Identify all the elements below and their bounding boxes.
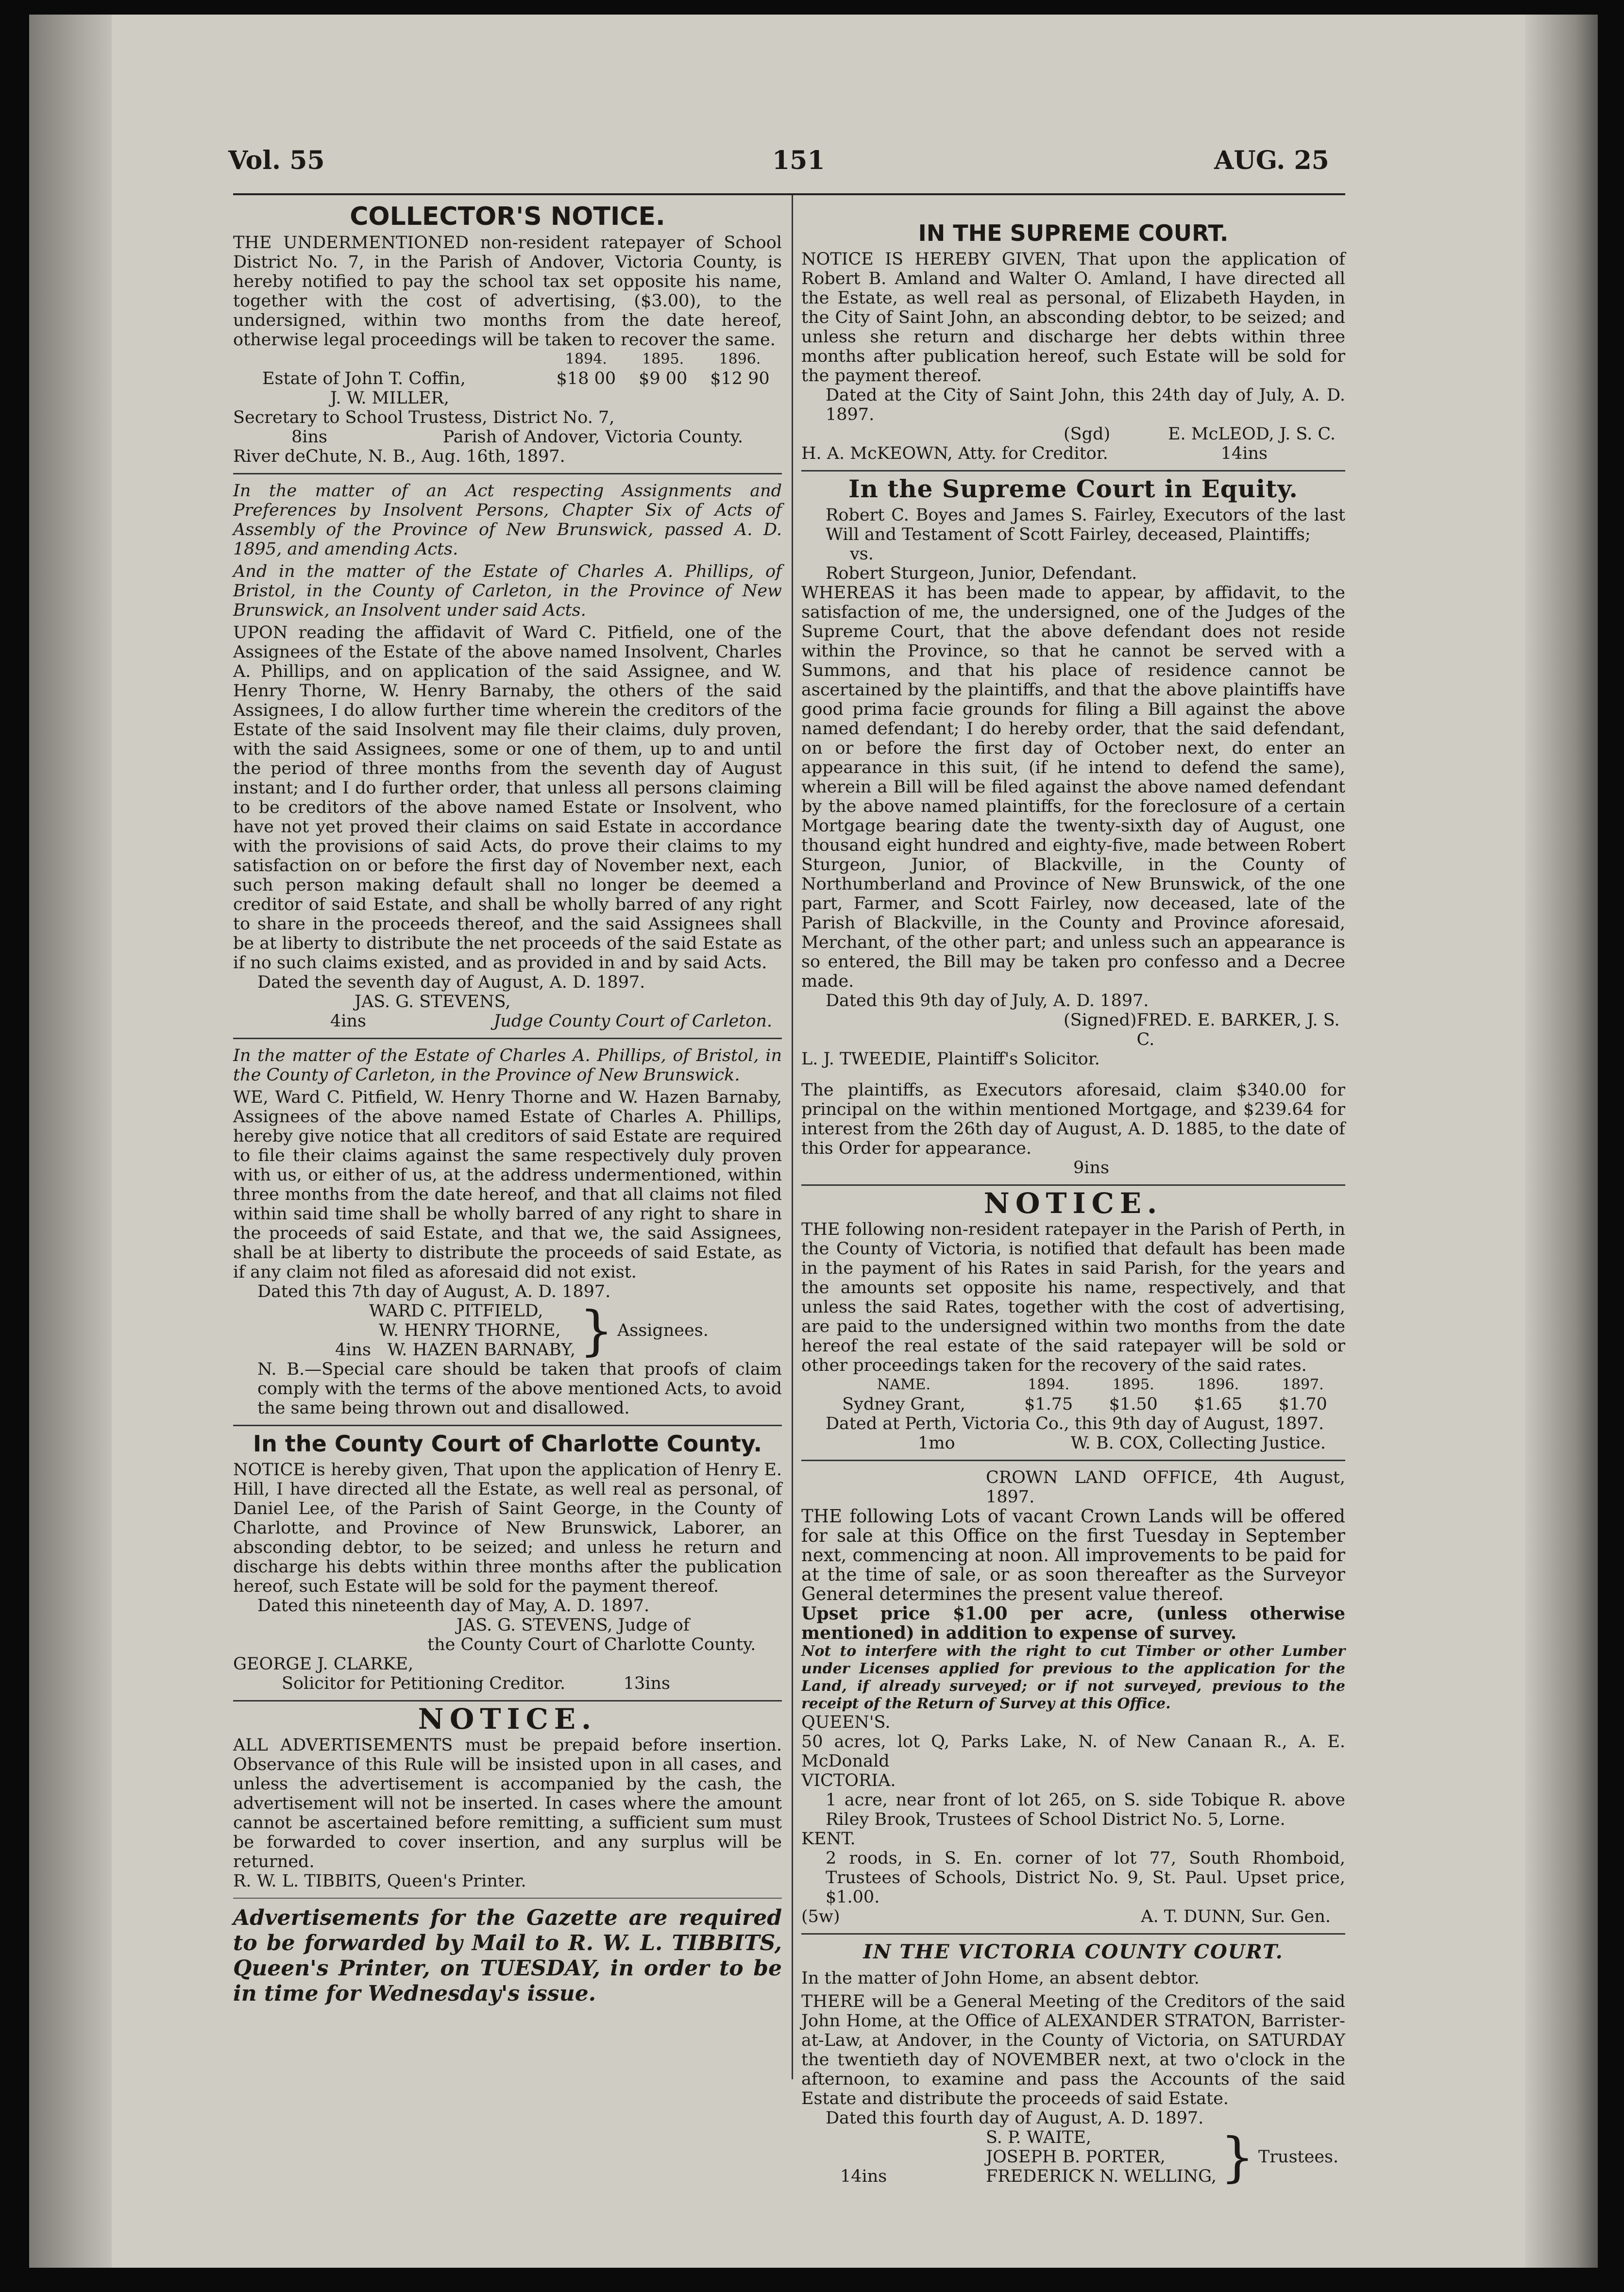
assign2-dated: Dated this 7th day of August, A. D. 1897.: [257, 1282, 611, 1301]
kent-heading: KENT.: [801, 1829, 856, 1849]
victoria-ins: 14ins: [840, 2167, 887, 2186]
notice-title: NOTICE.: [418, 1702, 597, 1736]
trustee-name: FREDERICK N. WELLING,: [986, 2167, 1217, 2186]
queens-lot: 50 acres, lot Q, Parks Lake, N. of New Canaan R., A. E. McDonald: [801, 1732, 1345, 1771]
assign1-body: UPON reading the affidavit of Ward C. Pitfield, one of the Assignees of the Estate of the above named Insolvent, Charles A. Phillips, and on application of the said Assignee, and W. Henry Thorne, W. Henry Barnaby, the others of the said Assignees, I do allow further time wherein the creditors of the Estate of the said Insolvent may file their claims, duly proven, with the said Assignees, some or one of them, up to and until the period of three months from the seventh day of August instant; and I do further order, that unless all persons claiming to be creditors of the above named Estate or Insolvent, who have not yet proved their claims on said Estate in accordance with the provisions of said Acts, do prove their claims to my satisfaction on or before the first day of November next, each such person making default shall no longer be deemed a creditor of said Estate, and shall be wholly barred of any right to share in the proceeds thereof, and the said Assignees shall be at liberty to distribute the net proceeds of the said Estate as if no such claims existed, and as provided in and by said Acts.: [233, 623, 782, 973]
estate-name: Estate of John T. Coffin,: [262, 369, 466, 388]
brace: }: [1220, 2126, 1254, 2188]
equity-solicitor: L. J. TWEEDIE, Plaintiff's Solicitor.: [801, 1049, 1100, 1069]
supreme-ins: 14ins: [1220, 444, 1268, 463]
assign2-body: WE, Ward C. Pitfield, W. Henry Thorne and W. Hazen Barnaby, Assignees of the above named Estate of Charles A. Phillips, hereby give notice that all creditors of said Estate are required to file their claims against the same respectively duly proven with us, or either of us, at the address undermentioned, within three months from the date hereof, and that all claims not filed within said time shall be wholly barred of any right to share in the proceeds of said Estate, and that we, the said Assignees, shall be at liberty to distribute the proceeds of said Estate, as if any claim not filed as aforesaid did not exist.: [233, 1088, 782, 1282]
victoria-body: THERE will be a General Meeting of the Creditors of the said John Home, at the Office of ALEXANDER STRATON, Barrister-at-Law, at Andover, in the County of Victoria, on SATURDAY the twentieth day of NOVEMBER next, at two o'clock in the afternoon, to examine and pass the Accounts of the said Estate and distribute the proceeds of said Estate.: [801, 1992, 1345, 2108]
right-column: [801, 199, 1345, 2186]
collector-place-date: River deChute, N. B., Aug. 16th, 1897.: [233, 447, 565, 466]
trustee-name: JOSEPH B. PORTER,: [986, 2147, 1166, 2167]
col-1897: 1897.: [1282, 1376, 1324, 1393]
assignee-signatures: [233, 1301, 782, 1360]
crown-signature: A. T. DUNN, Sur. Gen.: [1141, 1907, 1331, 1926]
rate-1897: $1.70: [1278, 1395, 1327, 1414]
victoria-court-title: IN THE VICTORIA COUNTY COURT.: [863, 1940, 1284, 1963]
divider: [233, 1700, 782, 1702]
victoria-heading: VICTORIA.: [801, 1771, 896, 1790]
rate-1895: $1.50: [1109, 1395, 1158, 1414]
gazette-page: [29, 15, 1598, 2268]
victoria-dated: Dated this fourth day of August, A. D. 1897.: [826, 2108, 1204, 2128]
rate-1896: $1.65: [1194, 1395, 1243, 1414]
col-1895: 1895.: [1112, 1376, 1154, 1393]
collector-body: THE UNDERMENTIONED non-resident ratepayer of School District No. 7, in the Parish of Andover, Victoria County, is hereby notified to pay the school tax set opposite his name, together with the cost of advertising, ($3.00), to the undersigned, within two months from the date hereof, otherwise legal proceedings will be taken to recover the same.: [233, 233, 782, 350]
assign1-heading1: In the matter of an Act respecting Assignments and Preferences by Insolvent Persons, Chapter Six of Acts of Assembly of the Province of New Brunswick, passed A. D. 1895, and amending Acts.: [233, 481, 782, 559]
charlotte-solicitor: GEORGE J. CLARKE,: [233, 1654, 414, 1674]
divider: [801, 1460, 1345, 1461]
charlotte-body: NOTICE is hereby given, That upon the application of Henry E. Hill, I have directed all the Estate, as well real as personal, of Daniel Lee, of the Parish of Saint George, in the County of Charlotte, and Province of New Brunswick, Laborer, an absconding debtor, to be seized; and unless he return and discharge his debts within three months after the publication hereof, such Estate will be sold for the payment thereof.: [233, 1460, 782, 1596]
equity-body: WHEREAS it has been made to appear, by affidavit, to the satisfaction of me, the undersigned, one of the Judges of the Supreme Court, that the above defendant does not reside within the Province, so that he cannot be served with a Summons, and that his place of residence cannot be ascertained by the plaintiffs, and that the above plaintiffs have good prima facie grounds for filing a Bill against the above named defendant; I do hereby order, that the said defendant, on or before the first day of October next, do enter an appearance in this suit, (if he intend to defend the same), wherein a Bill will be filed against the above named defendant by the above named plaintiffs, for the foreclosure of a certain Mortgage bearing date the twenty-sixth day of August, one thousand eight hundred and eighty-five, made between Robert Sturgeon, Junior, of Blackville, in the County of Northumberland and Province of New Brunswick, of the one part, Farmer, and Scott Fairley, now deceased, late of the Parish of Blackville, in the County and Province aforesaid, Merchant, of the other part; and unless such an appearance is so entered, the Bill may be taken pro confesso and a Decree made.: [801, 583, 1345, 991]
kent-lot: 2 roods, in S. En. corner of lot 77, South Rhomboid, Trustees of Schools, District No. 9, St. Paul. Upset price, $1.00.: [826, 1849, 1345, 1907]
assign1-dated: Dated the seventh day of August, A. D. 1897.: [257, 973, 645, 992]
col-1896: 1896.: [1197, 1376, 1239, 1393]
amount-1894: $18 00: [556, 369, 616, 388]
assignee-name: W. HENRY THORNE,: [379, 1321, 561, 1340]
ratepayer-name: Sydney Grant,: [842, 1395, 965, 1414]
assign1-sig-title: Judge County Court of Carleton.: [493, 1011, 772, 1031]
queens-heading: QUEEN'S.: [801, 1713, 891, 1732]
divider: [233, 1038, 782, 1039]
victoria-lot: 1 acre, near front of lot 265, on S. side Tobique R. above Riley Brook, Trustees of School District No. 5, Lorne.: [826, 1790, 1345, 1829]
perth-signature: W. B. COX, Collecting Justice.: [1070, 1433, 1326, 1453]
divider: [801, 1184, 1345, 1186]
supreme-sgd: (Sgd): [1064, 424, 1111, 444]
equity-vs: vs.: [850, 544, 874, 564]
perth-dated: Dated at Perth, Victoria Co., this 9th day of August, 1897.: [826, 1414, 1324, 1433]
collector-title: COLLECTOR'S NOTICE.: [350, 202, 665, 231]
divider: [801, 470, 1345, 472]
brace: }: [579, 1299, 613, 1362]
equity-ins: 9ins: [1073, 1158, 1109, 1178]
volume-label: Vol. 55: [228, 146, 325, 175]
crown-ins: (5w): [801, 1907, 840, 1926]
victoria-matter: In the matter of John Home, an absent debtor.: [801, 1969, 1200, 1988]
equity-parties: Robert C. Boyes and James S. Fairley, Executors of the last Will and Testament of Scott Fairley, deceased, Plaintiffs;: [826, 506, 1345, 544]
assignees-role: Assignees.: [617, 1321, 709, 1340]
crown-note: Not to interfere with the right to cut Timber or other Lumber under Licenses applied for previous to the application for the Land, if already surveyed; or if not surveyed, previous to the receipt of the Return of Survey at this Office.: [801, 1643, 1345, 1712]
trustee-name: S. P. WAITE,: [986, 2128, 1092, 2147]
equity-signature: FRED. E. BARKER, J. S. C.: [1136, 1011, 1340, 1049]
collector-table: [233, 350, 782, 388]
year-1894: 1894.: [565, 351, 607, 368]
collector-signature: J. W. MILLER,: [330, 388, 449, 408]
supreme-signature: E. McLEOD, J. S. C.: [1168, 424, 1336, 444]
collector-ins: 8ins: [291, 427, 327, 447]
equity-signed: (Signed): [1064, 1011, 1137, 1030]
col-1894: 1894.: [1028, 1376, 1070, 1393]
assignee-name: W. HAZEN BARNABY,: [387, 1340, 575, 1360]
assign1-heading2: And in the matter of the Estate of Charles A. Phillips, of Bristol, in the County of Carleton, in the Province of New Brunswick, an Insolvent under said Acts.: [233, 562, 782, 620]
rate-1894: $1.75: [1024, 1395, 1073, 1414]
page-number: 151: [772, 146, 825, 175]
perth-ins: 1mo: [918, 1433, 955, 1453]
divider: [233, 473, 782, 474]
charlotte-dated: Dated this nineteenth day of May, A. D. 1897.: [257, 1596, 650, 1616]
charlotte-ins: 13ins: [623, 1674, 670, 1693]
assignee-name: WARD C. PITFIELD,: [369, 1301, 543, 1321]
year-1896: 1896.: [719, 351, 761, 368]
supreme-title: IN THE SUPREME COURT.: [918, 220, 1229, 246]
trustees-role: Trustees.: [1258, 2147, 1339, 2167]
charlotte-sol-title: Solicitor for Petitioning Creditor.: [282, 1674, 566, 1693]
col-name: NAME.: [877, 1376, 930, 1393]
assign1-ins: 4ins: [330, 1011, 366, 1031]
equity-defendant: Robert Sturgeon, Junior, Defendant.: [826, 564, 1137, 583]
column-divider: [792, 195, 793, 2079]
left-column: [233, 199, 782, 2006]
supreme-atty: H. A. McKEOWN, Atty. for Creditor.: [801, 444, 1108, 463]
charlotte-signature: JAS. G. STEVENS, Judge of: [457, 1616, 690, 1635]
binding-spine: [29, 15, 112, 2268]
charlotte-title: In the County Court of Charlotte County.: [253, 1431, 762, 1457]
supreme-dated: Dated at the City of Saint John, this 24th day of July, A. D. 1897.: [826, 386, 1345, 424]
amount-1895: $9 00: [639, 369, 688, 388]
assign2-nb: N. B.—Special care should be taken that proofs of claim comply with the terms of the above mentioned Acts, to avoid the same being thrown out and disallowed.: [257, 1360, 782, 1418]
header-rule: [233, 193, 1345, 195]
supreme-body: NOTICE IS HEREBY GIVEN, That upon the application of Robert B. Amland and Walter O. Amland, I have directed all the Estate, as well real as personal, of Elizabeth Hayden, in the City of Saint John, an absconding debtor, to be seized; and unless she return and discharge her debts within three months after publication hereof, such Estate will be sold for the payment thereof.: [801, 250, 1345, 386]
perth-body: THE following non-resident ratepayer in the Parish of Perth, in the County of Victoria, is notified that default has been made in the payment of his Rates in said Parish, for the years and the amounts set opposite his name, respectively, and that unless the said Rates, together with the cost of advertising, are paid to the undersigned within two months from the date hereof the real estate of the said ratepayer will be sold or other proceedings taken for the recovery of the said rates.: [801, 1220, 1345, 1375]
notice-body: ALL ADVERTISEMENTS must be prepaid before insertion. Observance of this Rule will be insisted upon in all cases, and unless the advertisement is accompanied by the cash, the advertisement will not be inserted. In cases where the amount cannot be ascertained before remitting, a sufficient sum must be forwarded to cover insertion, and any surplus will be returned.: [233, 1736, 782, 1871]
crown-body: THE following Lots of vacant Crown Lands will be offered for sale at this Office on the first Tuesday in September next, commencing at noon. All improvements to be paid for at the time of sale, or as soon thereafter as the Surveyor General determines the present value thereof.: [801, 1506, 1345, 1604]
equity-dated: Dated this 9th day of July, A. D. 1897.: [826, 991, 1149, 1011]
crown-upset: Upset price $1.00 per acre, (unless otherwise mentioned) in addition to expense of survey.: [801, 1603, 1345, 1643]
collector-sig-title: Secretary to School Trustess, District No. 7,: [233, 408, 615, 427]
assign2-heading: In the matter of the Estate of Charles A. Phillips, of Bristol, in the County of Carleton, in the Province of New Brunswick.: [233, 1046, 782, 1085]
collector-parish: Parish of Andover, Victoria County.: [442, 427, 743, 447]
assign2-ins: 4ins: [335, 1340, 371, 1360]
divider: [233, 1425, 782, 1426]
year-1895: 1895.: [642, 351, 684, 368]
trustee-signatures: [801, 2128, 1345, 2186]
notice-signature: R. W. L. TIBBITS, Queen's Printer.: [233, 1871, 526, 1891]
issue-date: AUG. 25: [1214, 146, 1329, 175]
divider: [233, 1898, 782, 1899]
page-edge: [1525, 15, 1598, 2268]
equity-title: In the Supreme Court in Equity.: [848, 474, 1298, 503]
charlotte-sig-title: the County Court of Charlotte County.: [427, 1635, 756, 1654]
assign1-signature: JAS. G. STEVENS,: [355, 992, 511, 1011]
divider: [801, 1933, 1345, 1935]
perth-table: [801, 1375, 1345, 1414]
equity-claim: The plaintiffs, as Executors aforesaid, claim $340.00 for principal on the within mentioned Mortgage, and $239.64 for interest from the 26th day of August, A. D. 1885, to the date of this Order for appearance.: [801, 1080, 1345, 1158]
amount-1896: $12 90: [710, 369, 770, 388]
perth-title: NOTICE.: [983, 1187, 1163, 1220]
crown-office: CROWN LAND OFFICE, 4th August, 1897.: [986, 1468, 1345, 1507]
mail-ad-notice: Advertisements for the Gazette are required to be forwarded by Mail to R. W. L. TIBBITS, Queen's Printer, on TUESDAY, in order to be in time for Wednesday's issue.: [233, 1905, 782, 2006]
